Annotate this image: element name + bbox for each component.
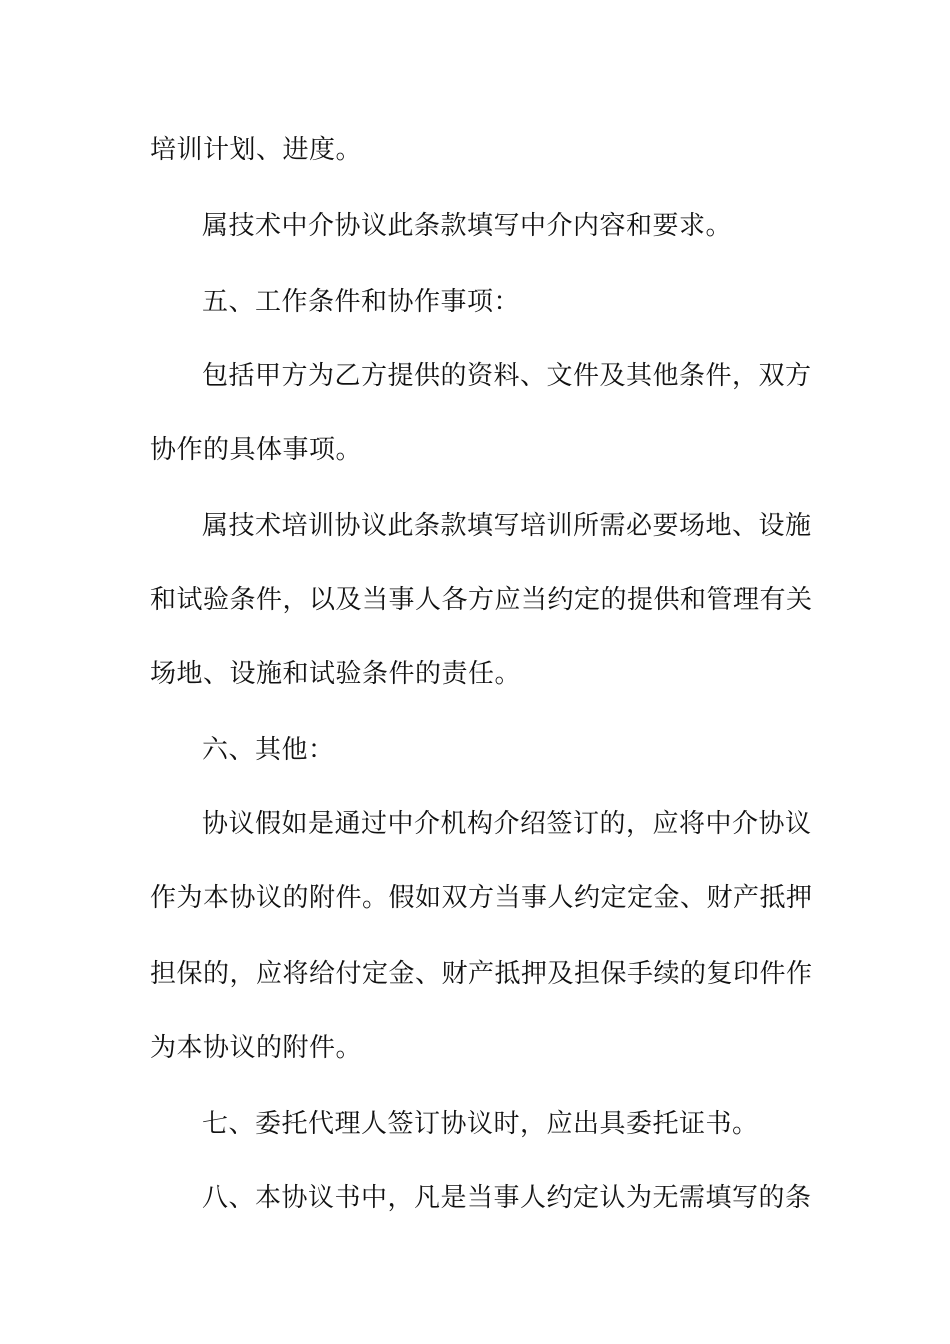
text-line: 和试验条件，以及当事人各方应当约定的提供和管理有关: [150, 585, 813, 615]
text-line: 培训计划、进度。: [150, 135, 363, 165]
section-heading: 七、委托代理人签订协议时，应出具委托证书。: [202, 1109, 759, 1139]
text-line: 作为本协议的附件。假如双方当事人约定定金、财产抵押: [150, 883, 813, 913]
section-heading: 五、工作条件和协作事项：: [202, 287, 521, 317]
text-line: 属技术培训协议此条款填写培训所需必要场地、设施: [202, 511, 812, 541]
text-line: 为本协议的附件。: [150, 1033, 363, 1063]
text-line: 属技术中介协议此条款填写中介内容和要求。: [202, 211, 733, 241]
section-heading: 六、其他：: [202, 735, 335, 765]
text-line: 协作的具体事项。: [150, 435, 363, 465]
text-line: 协议假如是通过中介机构介绍签订的，应将中介协议: [202, 809, 812, 839]
text-line: 担保的，应将给付定金、财产抵押及担保手续的复印件作: [150, 959, 813, 989]
section-heading: 八、本协议书中，凡是当事人约定认为无需填写的条: [202, 1183, 812, 1213]
text-line: 包括甲方为乙方提供的资料、文件及其他条件，双方: [202, 361, 812, 391]
text-line: 场地、设施和试验条件的责任。: [150, 659, 522, 689]
